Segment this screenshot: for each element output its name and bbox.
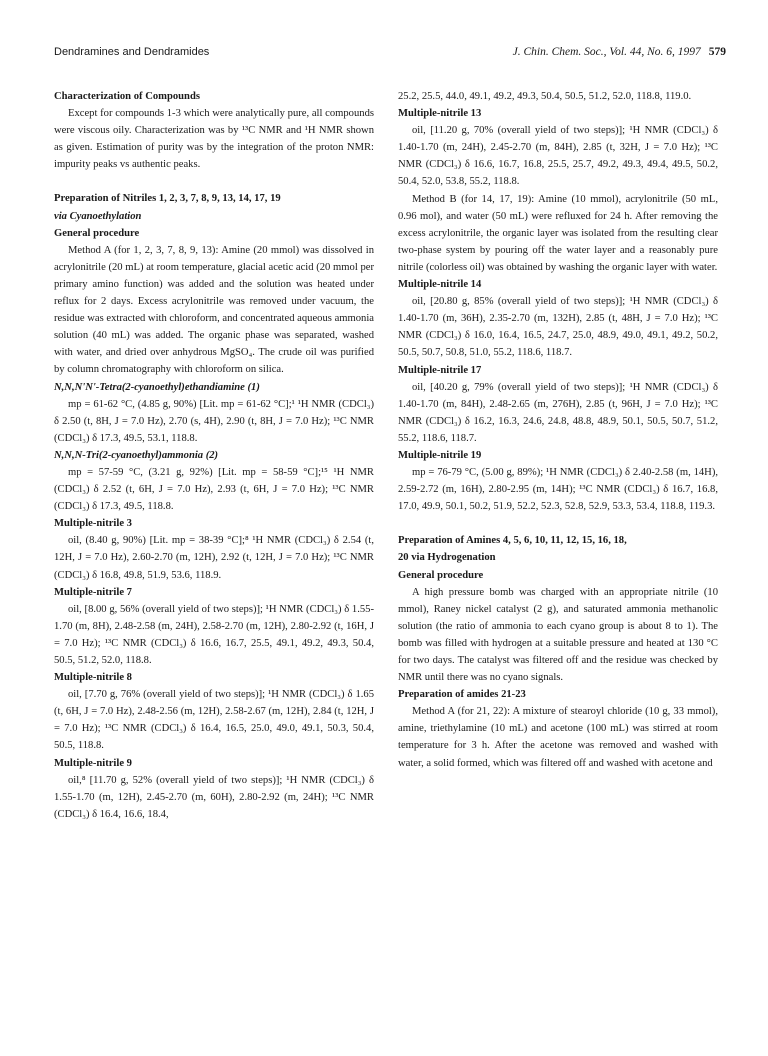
compound-heading-14: Multiple-nitrile 14 (398, 279, 482, 291)
page-number: 579 (708, 46, 726, 58)
compound-data-14: oil, [20.80 g, 85% (overall yield of two steps)]; ¹H NMR (CDCl₃) δ 1.40-1.70 (m, 36H), 2.35-2.70 (m, 132H), 2.85 (t, 48H, J = 7.0 Hz); ¹³C NMR (CDCl₃) δ 16.0, 16.4, 16.5, 24.7, 25.0, 48.9, 49.0, 49.1, 49.2, 50.2, 50.5, 50.7, 50.8, 51.0, 55.2, 118.6, 118.7. (398, 296, 718, 359)
paragraph-hydrogenation: A high pressure bomb was charged with an appropriate nitrile (10 mmol), Raney nickel catalyst (2 g), and saturated ammonia methanolic solution (the ratio of ammonia to each cyano group is about 8 to 1). The bomb was filled with hydrogen at a suitable pressure and heated at 130 °C for two days. The catalyst was filtered off and the residue was checked by NMR until there was no cyano signals. (398, 586, 718, 684)
compound-heading-2: N,N,N-Tri(2-cyanoethyl)ammonia (2) (54, 449, 219, 461)
compound-data-3: oil, (8.40 g, 90%) [Lit. mp = 38-39 °C];⁸ ¹H NMR (CDCl₃) δ 2.54 (t, 12H, J = 7.0 Hz), 2.60-2.70 (m, 12H), 2.92 (t, 12H, J = 7.0 Hz); ¹³C NMR (CDCl₃) δ 16.8, 49.8, 51.9, 53.6, 118.9. (54, 535, 374, 581)
section-heading-amines: Preparation of Amines 4, 5, 6, 10, 11, 12, 15, 16, 18, (398, 535, 627, 547)
section-heading-nitriles-cont: via Cyanoethylation (54, 210, 142, 222)
journal-name: J. Chin. Chem. Soc., Vol. 44, No. 6, 1997 (512, 46, 701, 58)
section-heading-amines-cont: 20 via Hydrogenation (398, 552, 496, 564)
paragraph-method-a: Method A (for 1, 2, 3, 7, 8, 9, 13): Amine (20 mmol) was dissolved in acrylonitrile (20 mL) at room temperature, glacial acetic acid (20 mmol per primary amino function) was added and the solution was heated under reflux for 2 days. Excess acrylonitrile was removed under vacuum, the residue was extracted with chloroform, and concentrated aqueous ammonia solution (40 mL) was added. The organic phase was separated, washed with water, and dried over anhydrous MgSO₄. The crude oil was purified by column chromatography with chloroform on silica. (54, 244, 374, 376)
compound-heading-8: Multiple-nitrile 8 (54, 672, 132, 684)
compound-data-19: mp = 76-79 °C, (5.00 g, 89%); ¹H NMR (CDCl₃) δ 2.40-2.58 (m, 14H), 2.59-2.72 (m, 16H), 2.80-2.95 (m, 14H); ¹³C NMR (CDCl₃) δ 16.7, 16.8, 17.0, 49.9, 50.1, 50.2, 51.9, 52.2, 52.3, 52.8, 52.9, 53.3, 53.4, 118.8, 119.3. (398, 467, 718, 513)
subheading-amides: Preparation of amides 21-23 (398, 689, 526, 701)
left-column (54, 88, 374, 823)
compound-data-13: oil, [11.20 g, 70% (overall yield of two steps)]; ¹H NMR (CDCl₃) δ 1.40-1.70 (m, 24H), 2.45-2.70 (m, 84H), 2.85 (t, 32H, J = 7.0 Hz); ¹³C NMR (CDCl₃) δ 16.6, 16.7, 16.8, 25.5, 25.7, 49.2, 49.3, 49.4, 49.5, 50.2, 50.4, 52.0, 53.8, 55.2, 118.8. (398, 125, 718, 188)
compound-heading-19: Multiple-nitrile 19 (398, 449, 482, 461)
running-header (54, 46, 726, 62)
subheading-general-procedure-2: General procedure (398, 569, 484, 581)
compound-data-17: oil, [40.20 g, 79% (overall yield of two steps)]; ¹H NMR (CDCl₃) δ 1.40-1.70 (m, 84H), 2.48-2.65 (m, 276H), 2.85 (t, 96H, J = 7.0 Hz); ¹³C NMR (CDCl₃) δ 16.2, 16.3, 24.6, 24.8, 48.8, 48.9, 50.1, 50.5, 50.7, 51.2, 55.2, 118.6, 118.7. (398, 381, 718, 444)
compound-data-2: mp = 57-59 °C, (3.21 g, 92%) [Lit. mp = 58-59 °C];¹⁵ ¹H NMR (CDCl₃) δ 2.52 (t, 6H, J = 7.0 Hz), 2.93 (t, 6H, J = 7.0 Hz); ¹³C NMR (CDCl₃) δ 17.3, 49.5, 118.8. (54, 466, 374, 513)
compound-data-9-continued: 25.2, 25.5, 44.0, 49.1, 49.2, 49.3, 50.4, 50.5, 51.2, 52.0, 118.8, 119.0. (398, 91, 692, 102)
compound-heading-1: N,N,N'N'-Tetra(2-cyanoethyl)ethandiamine (1) (54, 381, 260, 393)
compound-heading-13: Multiple-nitrile 13 (398, 108, 482, 120)
compound-data-9: oil,⁸ [11.70 g, 52% (overall yield of two steps)]; ¹H NMR (CDCl₃) δ 1.55-1.70 (m, 12H), 2.45-2.70 (m, 60H), 2.80-2.92 (m, 24H); ¹³C NMR (CDCl₃) δ 16.4, 16.6, 18.4, (54, 774, 374, 820)
paragraph-amides-method-a: Method A (for 21, 22): A mixture of stearoyl chloride (10 g, 33 mmol), amine, triethylamine (10 mL) and acetone (100 mL) was stirred at room temperature for 3 h. After the acetone was removed and washed with water, a solid formed, which was filtered off and washed with acetone and (398, 706, 718, 769)
compound-heading-7: Multiple-nitrile 7 (54, 586, 132, 598)
compound-data-7: oil, [8.00 g, 56% (overall yield of two steps)]; ¹H NMR (CDCl₃) δ 1.55-1.70 (m, 8H), 2.48-2.58 (m, 24H), 2.58-2.70 (m, 12H), 2.80-2.92 (t, 16H, J = 7.0 Hz); ¹³C NMR (CDCl₃) δ 16.6, 16.7, 25.5, 49.1, 49.2, 49.3, 50.4, 50.5, 51.2, 52.0, 118.8. (54, 603, 374, 666)
section-heading-nitriles: Preparation of Nitriles 1, 2, 3, 7, 8, 9, 13, 14, 17, 19 (54, 193, 281, 205)
subheading-general-procedure: General procedure (54, 227, 140, 239)
compound-heading-3: Multiple-nitrile 3 (54, 518, 132, 530)
paragraph-method-b: Method B (for 14, 17, 19): Amine (10 mmol), acrylonitrile (50 mL, 0.96 mol), and water (50 mL) were refluxed for 24 h. After removing the excess acrylonitrile, the organic layer was isolated from the resulting clear two-phase system by pouring off the water layer and a reasonably pure nitrile (colorless oil) was obtained by washing the organic layer with water. (398, 193, 718, 273)
compound-heading-17: Multiple-nitrile 17 (398, 364, 482, 376)
section-heading-characterization: Characterization of Compounds (54, 91, 200, 102)
compound-heading-9: Multiple-nitrile 9 (54, 757, 132, 769)
right-column (398, 88, 718, 772)
journal-citation (513, 46, 726, 58)
running-title: Dendramines and Dendramides (54, 46, 210, 58)
compound-data-1: mp = 61-62 °C, (4.85 g, 90%) [Lit. mp = 61-62 °C];¹ ¹H NMR (CDCl₃) δ 2.50 (t, 8H, J = 7.0 Hz), 2.70 (s, 4H), 2.90 (t, 8H, J = 7.0 Hz); ¹³C NMR (CDCl₃) δ 17.3, 49.5, 53.1, 118.8. (54, 398, 374, 444)
compound-data-8: oil, [7.70 g, 76% (overall yield of two steps)]; ¹H NMR (CDCl₃) δ 1.65 (t, 6H, J = 7.0 Hz), 2.48-2.56 (m, 12H), 2.58-2.67 (m, 12H), 2.84 (t, 12H, J = 7.0 Hz); ¹³C NMR (CDCl₃) δ 16.4, 16.5, 25.0, 49.0, 49.1, 50.3, 50.4, 50.5, 118.8. (54, 689, 374, 752)
paragraph-characterization: Except for compounds 1-3 which were analytically pure, all compounds were viscous oily. Characterization was by ¹³C NMR and ¹H NMR shown as given. Estimation of purity was by the integration of the proton NMR: impurity peaks vs authentic peaks. (54, 108, 374, 171)
